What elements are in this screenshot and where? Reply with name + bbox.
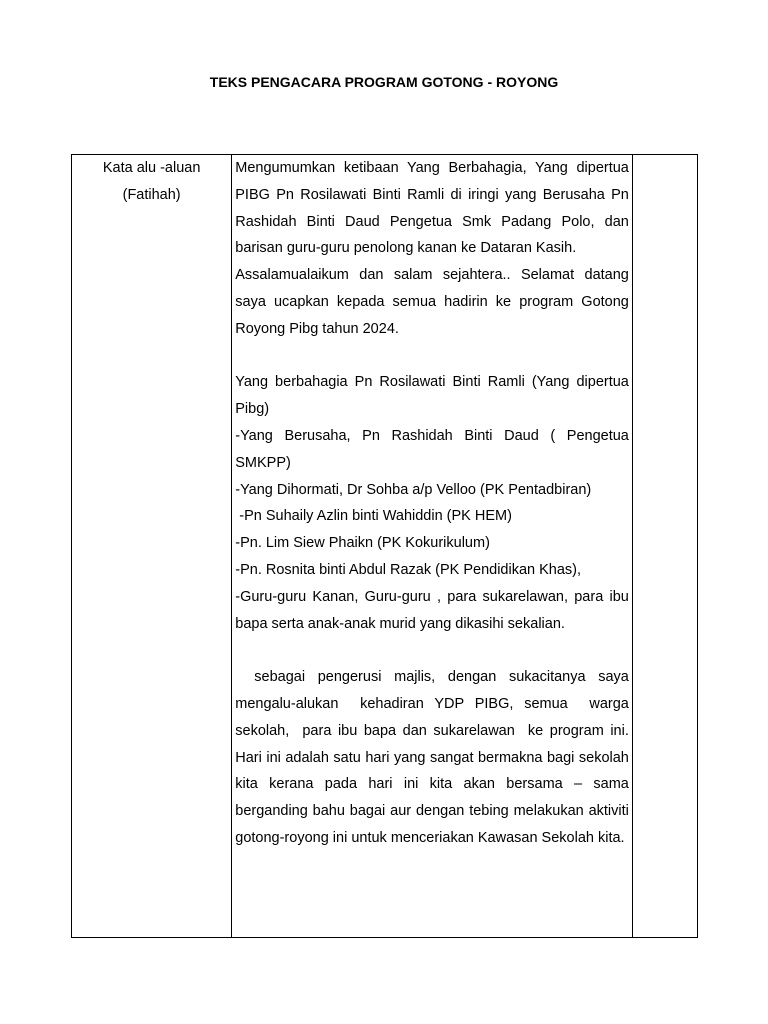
honorific-line: -Pn. Lim Siew Phaikn (PK Kokurikulum) — [235, 535, 490, 552]
honorific-line: -Yang Berusaha, Pn Rashidah Binti Daud ( Pengetua SMKPP) — [235, 427, 629, 471]
table-row — [72, 155, 698, 938]
document-title: TEKS PENGACARA PROGRAM GOTONG - ROYONG — [209, 74, 559, 90]
honorific-line: -Pn. Rosnita binti Abdul Razak (PK Pendidikan Khas), — [235, 561, 582, 578]
honorific-line: -Yang Dihormati, Dr Sohba a/p Velloo (PK Pentadbiran) — [235, 481, 592, 498]
greeting-paragraph: Assalamualaikum dan salam sejahtera.. Selamat datang saya ucapkan kepada semua hadirin ke program Gotong Royong Pibg tahun 2024. — [235, 267, 629, 337]
section-sublabel: (Fatihah) — [122, 187, 181, 203]
announcement-paragraph: Mengumumkan ketibaan Yang Berbahagia, Yang dipertua PIBG Pn Rosilawati Binti Ramli di iringi yang Berusaha Pn Rashidah Binti Daud Pengetua Smk Padang Polo, dan barisan guru-guru penolong kanan ke Dataran Kasih. — [235, 160, 629, 257]
notes-cell — [632, 155, 697, 938]
blank-line — [235, 637, 629, 664]
blank-line — [235, 343, 629, 370]
script-table — [71, 154, 698, 938]
script-body-cell — [232, 155, 633, 938]
honorific-line: -Guru-guru Kanan, Guru-guru , para sukarelawan, para ibu bapa serta anak-anak murid yang dikasihi sekalian. — [235, 588, 629, 632]
honorific-line: -Pn Suhaily Azlin binti Wahiddin (PK HEM) — [235, 508, 512, 525]
section-label: Kata alu -aluan — [102, 160, 201, 176]
section-label-cell — [72, 155, 232, 938]
welcome-paragraph: sebagai pengerusi majlis, dengan sukacitanya saya mengalu-alukan kehadiran YDP PIBG, semua warga sekolah, para ibu bapa dan sukarelawan ke program ini. Hari ini adalah satu hari yang sangat bermakna bagi sekolah kita kerana pada hari ini kita akan bersama – sama berganding bahu bagai aur dengan tebing melakukan aktiviti gotong-royong ini untuk menceriakan Kawasan Sekolah kita. — [235, 669, 633, 846]
honorific-line: Yang berbahagia Pn Rosilawati Binti Ramli (Yang dipertua Pibg) — [235, 374, 629, 418]
